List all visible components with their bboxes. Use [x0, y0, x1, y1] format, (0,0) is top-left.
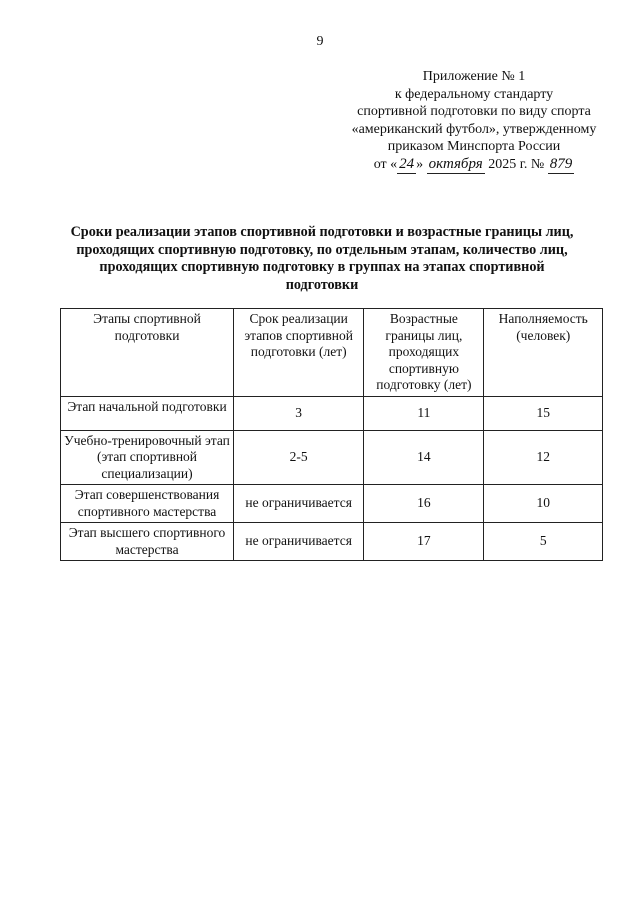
row-duration: 3 [234, 396, 364, 430]
document-heading [52, 224, 592, 294]
annex-line-2: к федеральному стандарту [394, 86, 554, 102]
heading-line-3: проходящих спортивную подготовку в группах на этапах спортивной [99, 259, 545, 275]
stages-table [60, 308, 603, 561]
date-day-close: » [416, 156, 424, 172]
row-duration: 2-5 [234, 430, 364, 485]
table-row [61, 396, 603, 430]
annex-line-4: «американский футбол», утвержденному [351, 121, 597, 137]
row-occupancy: 5 [484, 523, 603, 561]
annex-date-line [330, 156, 618, 175]
row-occupancy: 15 [484, 396, 603, 430]
heading-line-1: Сроки реализации этапов спортивной подготовки и возрастные границы лиц, [70, 224, 574, 240]
row-stage-name: Этап совершенствования спортивного мастерства [61, 485, 234, 523]
row-stage-name: Учебно-тренировочный этап (этап спортивной специализации) [61, 430, 234, 485]
heading-line-2: проходящих спортивную подготовку, по отдельным этапам, количество лиц, [76, 241, 568, 258]
date-month: октября [427, 156, 485, 175]
date-prefix: от « [373, 156, 398, 172]
header-stages: Этапы спортивной подготовки [61, 309, 234, 397]
heading-line-4: подготовки [285, 276, 359, 293]
annex-title: Приложение № 1 [422, 69, 526, 84]
row-occupancy: 12 [484, 430, 603, 485]
page-number: 9 [316, 34, 324, 49]
table-row [61, 523, 603, 561]
row-age: 17 [364, 523, 484, 561]
header-age-limits: Возрастные границы лиц, проходящих спортивную подготовку (лет) [364, 309, 484, 397]
annex-block [330, 68, 618, 174]
annex-line-5: приказом Минспорта России [387, 139, 561, 154]
row-stage-name: Этап высшего спортивного мастерства [61, 523, 234, 561]
row-age: 14 [364, 430, 484, 485]
row-age: 16 [364, 485, 484, 523]
header-duration: Срок реализации этапов спортивной подготовки (лет) [234, 309, 364, 397]
table-row [61, 485, 603, 523]
row-occupancy: 10 [484, 485, 603, 523]
annex-line-3: спортивной подготовки по виду спорта [357, 104, 591, 119]
row-age: 11 [364, 396, 484, 430]
table-header-row [61, 309, 603, 397]
header-occupancy: Наполняемость (человек) [484, 309, 603, 397]
order-number: 879 [548, 156, 575, 175]
date-day: 24 [397, 156, 416, 175]
row-duration: не ограничивается [234, 485, 364, 523]
date-year: 2025 г. № [488, 156, 545, 172]
row-duration: не ограничивается [234, 523, 364, 561]
table-row [61, 430, 603, 485]
row-stage-name: Этап начальной подготовки [61, 396, 234, 430]
